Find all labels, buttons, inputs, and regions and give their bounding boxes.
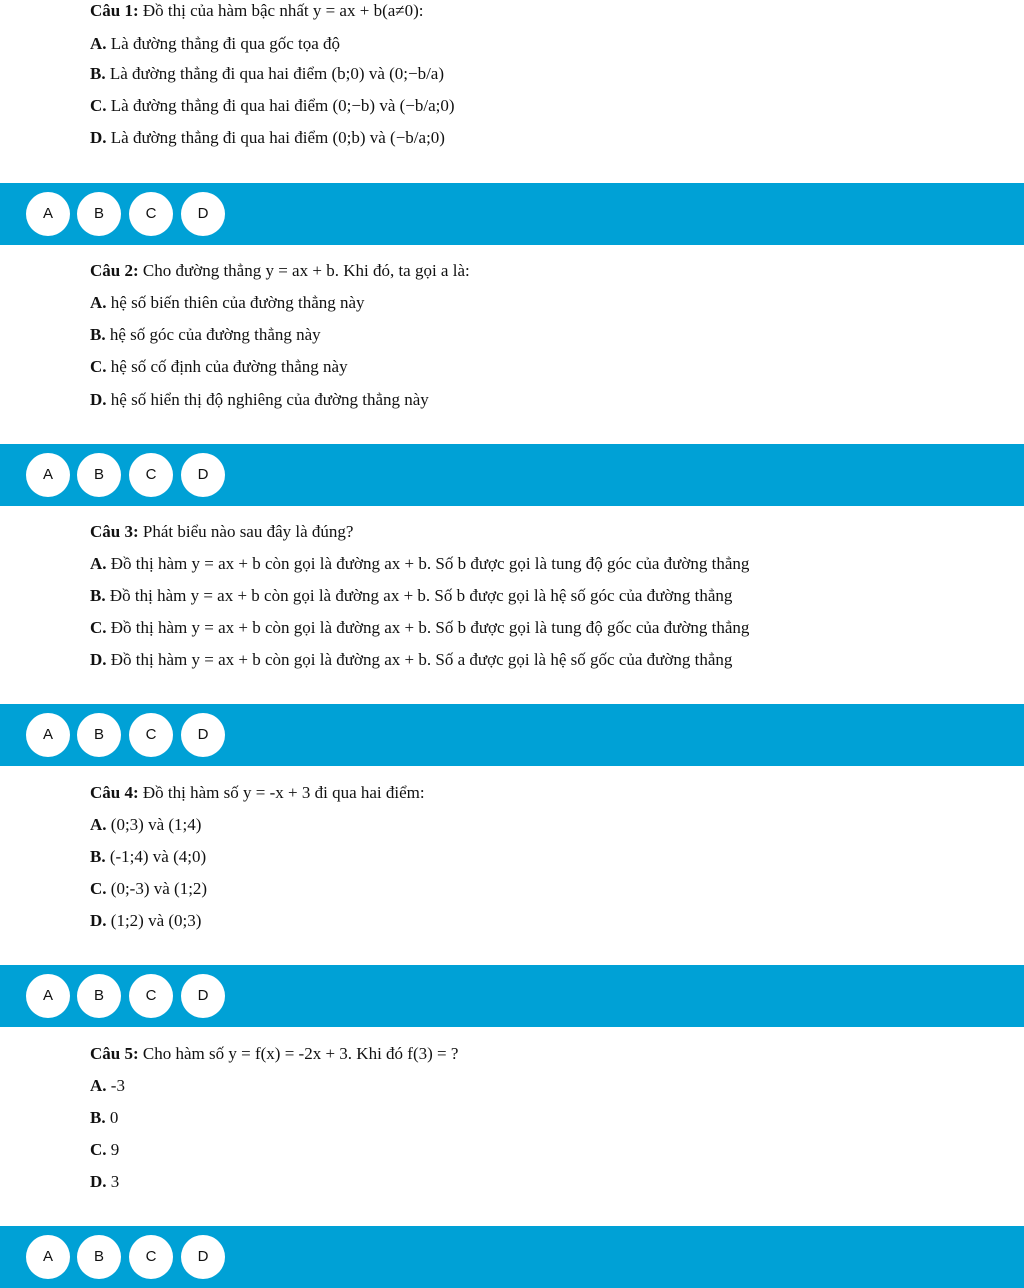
question-4-number: Câu 4:	[90, 783, 139, 802]
question-3-number: Câu 3:	[90, 522, 139, 541]
option-letter: A.	[90, 1076, 107, 1095]
answer-button-d[interactable]: D	[181, 974, 225, 1018]
option-letter: D.	[90, 911, 107, 930]
question-1-stem	[90, 0, 424, 22]
question-1-option-a	[90, 33, 340, 55]
option-letter: B.	[90, 586, 106, 605]
question-2-option-b	[90, 324, 321, 346]
question-2-stem	[90, 260, 470, 282]
answer-bar-2	[0, 444, 1024, 506]
answer-button-c[interactable]: C	[129, 713, 173, 757]
question-1-option-b	[90, 63, 444, 85]
option-letter: B.	[90, 1108, 106, 1127]
question-4-option-c	[90, 878, 207, 900]
answer-button-c[interactable]: C	[129, 1235, 173, 1279]
question-4-option-b	[90, 846, 206, 868]
answer-button-c[interactable]: C	[129, 974, 173, 1018]
question-3-option-a	[90, 553, 749, 575]
question-3-text: Phát biểu nào sau đây là đúng?	[138, 522, 354, 541]
question-1-option-d	[90, 127, 445, 149]
option-text: (0;3) và (1;4)	[106, 815, 202, 834]
question-5-option-b	[90, 1107, 118, 1129]
question-4-option-a	[90, 814, 201, 836]
question-5-number: Câu 5:	[90, 1044, 139, 1063]
answer-button-b[interactable]: B	[77, 192, 121, 236]
question-4-stem	[90, 782, 425, 804]
option-text: 0	[105, 1108, 119, 1127]
option-letter: A.	[90, 34, 107, 53]
option-letter: B.	[90, 64, 106, 83]
question-5-option-a	[90, 1075, 125, 1097]
option-text: Đồ thị hàm y = ax + b còn gọi là đường ax + b. Số b được gọi là tung độ góc của đường thẳng	[106, 554, 750, 573]
option-text: Là đường thẳng đi qua gốc tọa độ	[106, 34, 341, 53]
answer-button-a[interactable]: A	[26, 713, 70, 757]
option-letter: D.	[90, 390, 107, 409]
answer-button-b[interactable]: B	[77, 974, 121, 1018]
answer-button-d[interactable]: D	[181, 192, 225, 236]
option-letter: A.	[90, 815, 107, 834]
answer-bar-4	[0, 965, 1024, 1027]
question-5-text: Cho hàm số y = f(x) = -2x + 3. Khi đó f(3) = ?	[138, 1044, 459, 1063]
option-text: hệ số cố định của đường thẳng này	[106, 357, 348, 376]
option-text: 9	[106, 1140, 120, 1159]
question-2-number: Câu 2:	[90, 261, 139, 280]
answer-button-d[interactable]: D	[181, 1235, 225, 1279]
option-letter: D.	[90, 1172, 107, 1191]
option-text: hệ số biến thiên của đường thẳng này	[106, 293, 365, 312]
answer-button-a[interactable]: A	[26, 1235, 70, 1279]
option-text: hệ số hiển thị độ nghiêng của đường thẳng này	[106, 390, 429, 409]
option-text: Là đường thẳng đi qua hai điểm (0;b) và (−b/a;0)	[106, 128, 445, 147]
option-text: (-1;4) và (4;0)	[105, 847, 207, 866]
option-text: (1;2) và (0;3)	[106, 911, 202, 930]
option-text: Là đường thẳng đi qua hai điểm (0;−b) và (−b/a;0)	[106, 96, 455, 115]
question-5-option-c	[90, 1139, 119, 1161]
answer-button-b[interactable]: B	[77, 453, 121, 497]
option-text: Là đường thẳng đi qua hai điểm (b;0) và (0;−b/a)	[105, 64, 445, 83]
answer-button-d[interactable]: D	[181, 713, 225, 757]
question-2-option-d	[90, 389, 429, 411]
option-text: Đồ thị hàm y = ax + b còn gọi là đường ax + b. Số b được gọi là hệ số góc của đường thẳng	[105, 586, 733, 605]
question-5-stem	[90, 1043, 458, 1065]
option-letter: A.	[90, 554, 107, 573]
option-letter: A.	[90, 293, 107, 312]
option-letter: D.	[90, 128, 107, 147]
option-text: Đồ thị hàm y = ax + b còn gọi là đường ax + b. Số a được gọi là hệ số gốc của đường thẳng	[106, 650, 733, 669]
answer-button-c[interactable]: C	[129, 192, 173, 236]
option-letter: C.	[90, 879, 107, 898]
question-2-option-a	[90, 292, 365, 314]
option-text: (0;-3) và (1;2)	[106, 879, 208, 898]
option-letter: D.	[90, 650, 107, 669]
question-4-option-d	[90, 910, 201, 932]
option-text: -3	[106, 1076, 125, 1095]
option-letter: B.	[90, 325, 106, 344]
question-2-option-c	[90, 356, 348, 378]
question-5-option-d	[90, 1171, 119, 1193]
answer-bar-1	[0, 183, 1024, 245]
question-1-number: Câu 1:	[90, 1, 139, 20]
answer-button-c[interactable]: C	[129, 453, 173, 497]
question-3-option-c	[90, 617, 749, 639]
option-text: 3	[106, 1172, 120, 1191]
answer-button-a[interactable]: A	[26, 974, 70, 1018]
answer-bar-5	[0, 1226, 1024, 1288]
option-text: hệ số góc của đường thẳng này	[105, 325, 321, 344]
option-letter: C.	[90, 96, 107, 115]
question-2-text: Cho đường thẳng y = ax + b. Khi đó, ta gọi a là:	[138, 261, 470, 280]
question-1-option-c	[90, 95, 455, 117]
question-3-stem	[90, 521, 353, 543]
question-4-text: Đồ thị hàm số y = -x + 3 đi qua hai điểm:	[138, 783, 425, 802]
answer-bar-3	[0, 704, 1024, 766]
option-text: Đồ thị hàm y = ax + b còn gọi là đường ax + b. Số b được gọi là tung độ gốc của đường thẳng	[106, 618, 750, 637]
answer-button-d[interactable]: D	[181, 453, 225, 497]
option-letter: C.	[90, 1140, 107, 1159]
answer-button-b[interactable]: B	[77, 1235, 121, 1279]
question-1-text: Đồ thị của hàm bậc nhất y = ax + b(a≠0):	[138, 1, 424, 20]
option-letter: C.	[90, 618, 107, 637]
answer-button-b[interactable]: B	[77, 713, 121, 757]
answer-button-a[interactable]: A	[26, 453, 70, 497]
question-3-option-d	[90, 649, 732, 671]
question-3-option-b	[90, 585, 732, 607]
option-letter: B.	[90, 847, 106, 866]
option-letter: C.	[90, 357, 107, 376]
answer-button-a[interactable]: A	[26, 192, 70, 236]
